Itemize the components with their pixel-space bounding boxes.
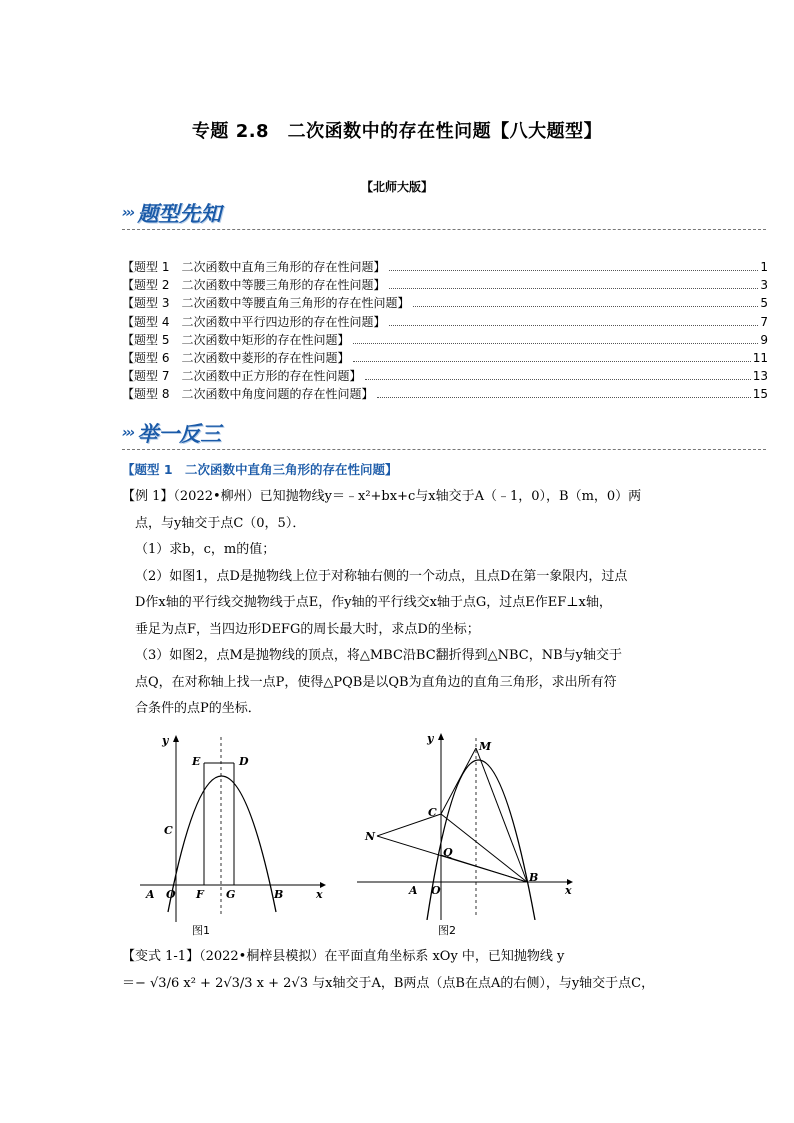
- edition-label: 【北师大版】: [360, 180, 433, 194]
- divider: [122, 229, 766, 230]
- banner-examples: [122, 418, 221, 448]
- fig2-label-y: y: [427, 732, 434, 745]
- question-3-cont: 合条件的点P的坐标．: [135, 701, 261, 716]
- fig1-label-O: O: [166, 888, 176, 901]
- figure-2: [355, 730, 585, 924]
- variant-line: ＝− √3/6 x² + 2√3/3 x + 2√3 与x轴交于A，B两点（点B在点A的右侧），与y轴交于点C，: [122, 975, 655, 991]
- banner-arrows-icon: ›››: [122, 205, 134, 221]
- question-3-cont: 点Q，在对称轴上找一点P，使得△PQB是以QB为直角边的直角三角形，求出所有符: [135, 674, 617, 690]
- parabola: [168, 776, 276, 912]
- question-2-cont: D作x轴的平行线交抛物线于点E，作y轴的平行线交x轴于点G，过点E作EF⊥x轴，: [135, 595, 612, 610]
- figure-1: [140, 732, 330, 926]
- fig1-label-y: y: [162, 734, 169, 747]
- banner-preview-text: 题型先知: [137, 202, 222, 226]
- y-axis-arrow-icon: [438, 733, 444, 740]
- fig1-label-x: x: [316, 888, 323, 901]
- question-3: （3）如图2，点M是抛物线的顶点，将△MBC沿BC翻折得到△NBC，NB与y轴交于: [135, 648, 623, 663]
- example-line: 【例 1】（2022•柳州）已知抛物线y＝﹣x²+bx+c与x轴交于A（﹣1，0），B（m，0）两: [122, 489, 642, 504]
- example-line: 点，与y轴交于点C（0，5）．: [135, 515, 306, 531]
- toc-item[interactable]: 【题型 3 二次函数中等腰直角三角形的存在性问题】 5: [122, 296, 768, 311]
- y-axis-arrow-icon: [173, 735, 179, 742]
- fig2-label-x: x: [565, 884, 572, 897]
- fig2-label-A: A: [409, 884, 418, 897]
- toc-item[interactable]: 【题型 5 二次函数中矩形的存在性问题】 9: [122, 332, 768, 347]
- question-2-cont: 垂足为点F，当四边形DEFG的周长最大时，求点D的坐标；: [135, 621, 480, 637]
- banner-examples-text: 举一反三: [137, 422, 222, 446]
- fig1-label-F: F: [196, 888, 204, 901]
- fig1-label-D: D: [239, 755, 249, 768]
- variant-line: 【变式 1-1】（2022•桐梓县模拟）在平面直角坐标系 xOy 中，已知抛物线 y: [122, 949, 565, 964]
- question-2: （2）如图1，点D是抛物线上位于对称轴右侧的一个动点，且点D在第一象限内，过点: [135, 568, 628, 584]
- figure-1-caption: 图1: [192, 924, 210, 937]
- fig1-label-B: B: [274, 888, 284, 901]
- toc-item[interactable]: 【题型 2 二次函数中等腰三角形的存在性问题】 3: [122, 278, 768, 293]
- table-of-contents: [122, 258, 768, 404]
- fig2-label-N: N: [365, 830, 376, 843]
- section-heading: 【题型 1 二次函数中直角三角形的存在性问题】: [122, 462, 398, 477]
- fig1-label-E: E: [192, 755, 201, 768]
- parabola: [427, 760, 535, 920]
- toc-item[interactable]: 【题型 1 二次函数中直角三角形的存在性问题】 1: [122, 260, 768, 274]
- question-1: （1）求b，c，m的值；: [135, 542, 276, 557]
- fig2-label-O: O: [431, 884, 441, 897]
- fig1-label-C: C: [164, 824, 173, 837]
- toc-item[interactable]: 【题型 8 二次函数中角度问题的存在性问题】 15: [122, 387, 768, 402]
- banner-arrows-icon: ›››: [122, 425, 134, 441]
- toc-item[interactable]: 【题型 4 二次函数中平行四边形的存在性问题】 7: [122, 314, 768, 329]
- segment-QB: [441, 855, 527, 882]
- fig1-label-A: A: [146, 888, 155, 901]
- variant-1-1-text: [122, 944, 682, 997]
- fig2-label-Q: Q: [443, 846, 453, 859]
- fig1-label-G: G: [226, 888, 236, 901]
- divider: [122, 449, 766, 450]
- fig2-label-M: M: [479, 740, 492, 753]
- segment-CM: [441, 748, 476, 814]
- toc-item[interactable]: 【题型 7 二次函数中正方形的存在性问题】 13: [122, 369, 768, 384]
- fig2-label-B: B: [529, 871, 539, 884]
- toc-item[interactable]: 【题型 6 二次函数中菱形的存在性问题】 11: [122, 350, 768, 365]
- example-1-text: [122, 484, 674, 723]
- banner-preview: [122, 198, 221, 228]
- fig2-label-C: C: [428, 806, 437, 819]
- figure-2-caption: 图2: [438, 924, 456, 937]
- page-title: 专题 2.8 二次函数中的存在性问题【八大题型】: [191, 121, 603, 142]
